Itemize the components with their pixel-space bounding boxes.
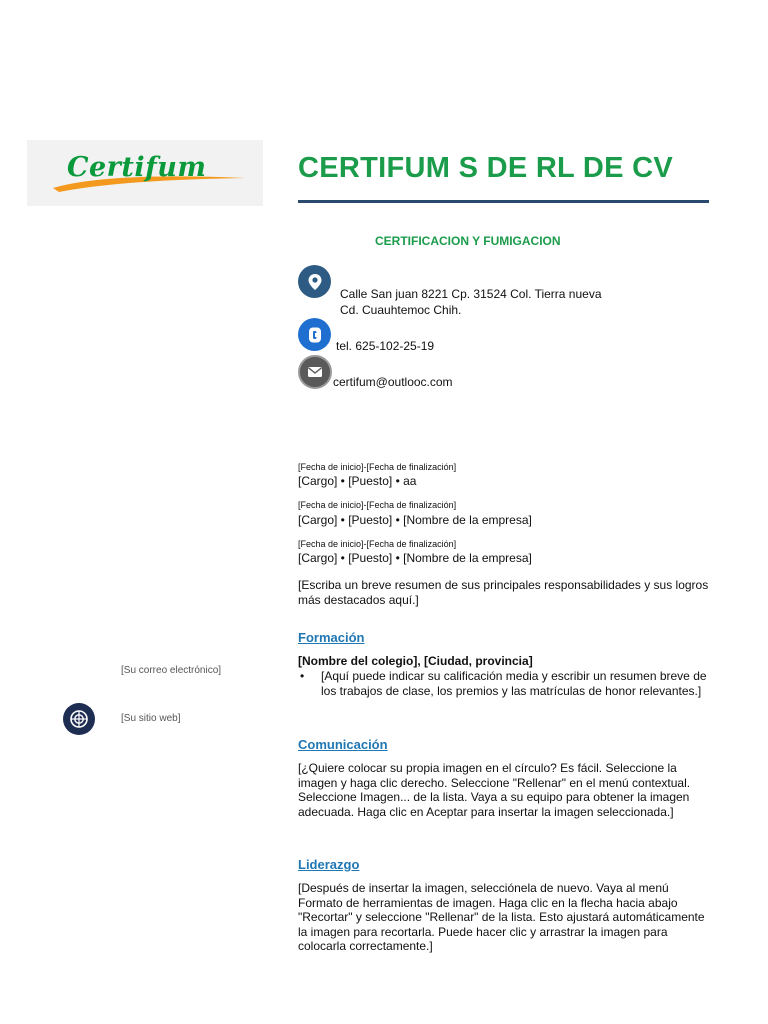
bullet-marker: •	[300, 669, 305, 683]
address-line-1: Calle San juan 8221 Cp. 31524 Col. Tierra nueva	[340, 287, 602, 301]
address-line-2: Cd. Cuauhtemoc Chih.	[340, 303, 462, 317]
title-divider	[298, 200, 709, 203]
sidebar-email-placeholder: [Su correo electrónico]	[121, 665, 222, 676]
logo-text: Certifum	[67, 152, 207, 183]
sidebar-website-placeholder: [Su sitio web]	[121, 713, 181, 724]
section-heading-education: Formación	[298, 630, 365, 645]
email-address: certifum@outlooc.com	[333, 375, 453, 389]
job-dates: [Fecha de inicio]-[Fecha de finalización]	[298, 500, 457, 510]
page-title: CERTIFUM S DE RL DE CV	[298, 152, 674, 184]
leadership-text: [Después de insertar la imagen, selecciónela de nuevo. Vaya al menú Formato de herramientas de imagen. Haga clic en la flecha hacia abajo "Recortar" y seleccione "Rellenar" de la lista. Esto ajustará automáticamente la imagen para recortarla. Puede hacer clic y arrastrar la imagen para colocarla correctamente.]	[298, 881, 705, 954]
page-subtitle: CERTIFICACION Y FUMIGACION	[375, 234, 561, 248]
company-logo	[27, 140, 263, 206]
email-icon	[298, 355, 332, 389]
school-name: [Nombre del colegio], [Ciudad, provincia]	[298, 654, 533, 668]
job-title: [Cargo] • [Puesto] • aa	[298, 474, 417, 488]
experience-summary: [Escriba un breve resumen de sus principales responsabilidades y sus logros más destacados aquí.]	[298, 578, 709, 607]
location-pin-icon	[298, 265, 331, 298]
job-title: [Cargo] • [Puesto] • [Nombre de la empresa]	[298, 551, 532, 565]
website-icon	[63, 703, 95, 735]
communication-text: [¿Quiere colocar su propia imagen en el círculo? Es fácil. Seleccione la imagen y haga clic derecho. Seleccione "Rellenar" en el menú contextual. Seleccione Imagen... de la lista. Vaya a su equipo para obtener la imagen adecuada. Haga clic en Aceptar para insertar la imagen seleccionada.]	[298, 761, 691, 819]
section-heading-leadership: Liderazgo	[298, 857, 360, 872]
education-details: [Aquí puede indicar su calificación media y escribir un resumen breve de los trabajos de clase, los premios y las matrículas de honor relevantes.]	[321, 669, 707, 698]
section-heading-communication: Comunicación	[298, 737, 388, 752]
phone-number: tel. 625-102-25-19	[336, 339, 435, 353]
phone-icon	[298, 318, 331, 351]
job-dates: [Fecha de inicio]-[Fecha de finalización]	[298, 539, 457, 549]
job-title: [Cargo] • [Puesto] • [Nombre de la empresa]	[298, 513, 532, 527]
job-dates: [Fecha de inicio]-[Fecha de finalización]	[298, 462, 457, 472]
